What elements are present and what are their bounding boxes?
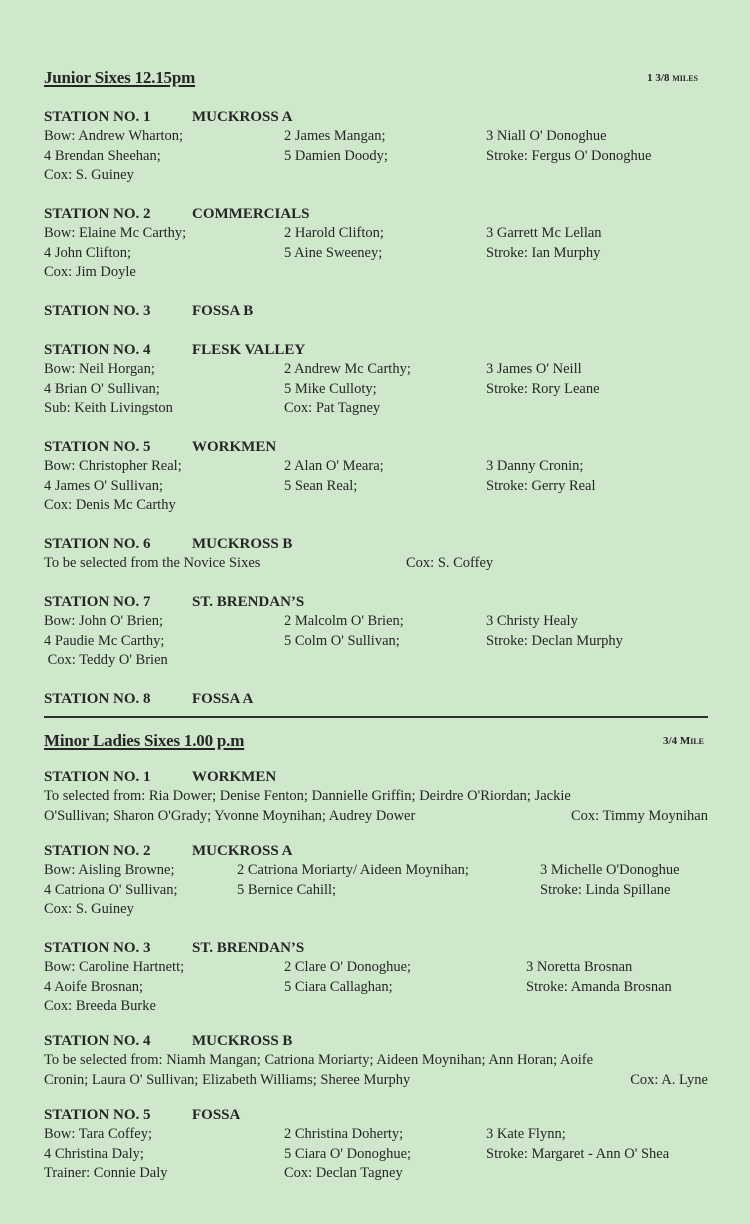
crew-member: 2 Catriona Moriarty/ Aideen Moynihan; bbox=[237, 862, 469, 878]
station-team: ST. BRENDAN’S bbox=[192, 594, 305, 610]
trainer: Trainer: Connie Daly bbox=[44, 1165, 168, 1181]
station-block bbox=[44, 1032, 708, 1090]
crew-row bbox=[44, 127, 708, 147]
station-team: ST. BRENDAN’S bbox=[192, 940, 305, 956]
crew-member: 4 John Clifton; bbox=[44, 244, 132, 261]
crew-member: Stroke: Linda Spillane bbox=[540, 881, 671, 898]
station-block bbox=[44, 593, 708, 671]
crew-member: Bow: Aisling Browne; bbox=[44, 862, 175, 878]
cox: Cox: Timmy Moynihan bbox=[571, 807, 708, 824]
crew-member: 4 Paudie Mc Carthy; bbox=[44, 632, 165, 649]
crew-member: 3 Niall O' Donoghue bbox=[486, 128, 607, 144]
race-title: Junior Sixes 12.15pm bbox=[44, 68, 196, 87]
crew-member: 2 Malcolm O' Brien; bbox=[284, 613, 404, 629]
station-team: FOSSA A bbox=[192, 691, 254, 707]
crew-member: 2 James Mangan; bbox=[284, 128, 386, 144]
crew-member: 4 Brendan Sheehan; bbox=[44, 147, 161, 164]
station-block bbox=[44, 438, 708, 516]
crew-row bbox=[44, 1125, 708, 1145]
station-number: STATION NO. 4 bbox=[44, 342, 151, 358]
station-number: STATION NO. 5 bbox=[44, 1107, 151, 1123]
crew-member: 5 Ciara Callaghan; bbox=[284, 978, 393, 995]
cox: Cox: Denis Mc Carthy bbox=[44, 497, 176, 513]
crew-row bbox=[44, 1164, 708, 1184]
selection-note bbox=[44, 1051, 708, 1090]
station-block bbox=[44, 1106, 708, 1184]
station-block bbox=[44, 205, 708, 283]
crew-member: Stroke: Declan Murphy bbox=[486, 632, 623, 649]
crew-row bbox=[44, 224, 708, 244]
crew-member: 2 Alan O' Meara; bbox=[284, 458, 384, 474]
station-team: WORKMEN bbox=[192, 769, 277, 785]
crew-row bbox=[44, 244, 708, 264]
station-number: STATION NO. 1 bbox=[44, 769, 151, 785]
crew-row bbox=[44, 457, 708, 477]
station-block bbox=[44, 535, 708, 574]
crew-row bbox=[44, 554, 708, 574]
station-number: STATION NO. 2 bbox=[44, 843, 151, 859]
sub: Sub: Keith Livingston bbox=[44, 400, 173, 416]
crew-member: 5 Ciara O' Donoghue; bbox=[284, 1145, 412, 1162]
crew-member: 3 Danny Cronin; bbox=[486, 458, 584, 474]
crew-row bbox=[44, 166, 708, 186]
crew-member: Bow: John O' Brien; bbox=[44, 613, 164, 629]
crew-member: 5 Aine Sweeney; bbox=[284, 244, 383, 261]
crew-member: Bow: Caroline Hartnett; bbox=[44, 959, 185, 975]
cox: Cox: S. Coffey bbox=[406, 555, 494, 571]
crew-member: Stroke: Amanda Brosnan bbox=[526, 978, 672, 995]
crew-member: Bow: Elaine Mc Carthy; bbox=[44, 225, 187, 241]
station-number: STATION NO. 5 bbox=[44, 439, 151, 455]
station-team: MUCKROSS B bbox=[192, 536, 293, 552]
station-number: STATION NO. 4 bbox=[44, 1033, 151, 1049]
crew-member: Stroke: Fergus O' Donoghue bbox=[486, 147, 652, 164]
station-block bbox=[44, 108, 708, 186]
crew-member: 5 Bernice Cahill; bbox=[237, 881, 337, 898]
station-number: STATION NO. 3 bbox=[44, 303, 151, 319]
crew-member: Bow: Christopher Real; bbox=[44, 458, 182, 474]
crew-row bbox=[44, 477, 708, 497]
crew-row bbox=[44, 881, 708, 901]
station-block bbox=[44, 939, 708, 1017]
selection-note bbox=[44, 787, 708, 826]
selection-line: To selected from: Ria Dower; Denise Fenton; Dannielle Griffin; Deirdre O'Riordan; Jackie bbox=[44, 788, 571, 804]
crew-member: Stroke: Rory Leane bbox=[486, 380, 600, 397]
cox: Cox: Declan Tagney bbox=[284, 1165, 403, 1181]
station-number: STATION NO. 3 bbox=[44, 940, 151, 956]
selection-line: To be selected from: Niamh Mangan; Catriona Moriarty; Aideen Moynihan; Ann Horan; Aoife bbox=[44, 1052, 594, 1068]
crew-member: 5 Damien Doody; bbox=[284, 147, 388, 164]
cox: Cox: A. Lyne bbox=[630, 1071, 708, 1088]
crew-row bbox=[44, 997, 708, 1017]
crew-row bbox=[44, 360, 708, 380]
crew-row bbox=[44, 1145, 708, 1165]
crew-member: 2 Christina Doherty; bbox=[284, 1126, 404, 1142]
crew-member: 4 James O' Sullivan; bbox=[44, 477, 164, 494]
crew-member: 3 James O' Neill bbox=[486, 361, 582, 377]
crew-member: Stroke: Margaret - Ann O' Shea bbox=[486, 1145, 670, 1162]
station-team: MUCKROSS A bbox=[192, 109, 293, 125]
crew-row bbox=[44, 399, 708, 419]
crew-member: Bow: Neil Horgan; bbox=[44, 361, 155, 377]
crew-row bbox=[44, 978, 708, 998]
crew-row bbox=[44, 263, 708, 283]
crew-member: 3 Michelle O'Donoghue bbox=[540, 862, 680, 878]
race-header-minor-ladies-sixes bbox=[44, 731, 708, 755]
cox: Cox: Jim Doyle bbox=[44, 264, 136, 280]
selection-line: Cronin; Laura O' Sullivan; Elizabeth Williams; Sheree Murphy bbox=[44, 1071, 411, 1088]
crew-member: 2 Andrew Mc Carthy; bbox=[284, 361, 411, 377]
station-team: COMMERCIALS bbox=[192, 206, 310, 222]
crew-member: 3 Kate Flynn; bbox=[486, 1126, 566, 1142]
crew-row bbox=[44, 380, 708, 400]
crew-row bbox=[44, 861, 708, 881]
station-block bbox=[44, 302, 708, 321]
station-block bbox=[44, 690, 708, 709]
crew-member: Bow: Andrew Wharton; bbox=[44, 128, 184, 144]
station-number: STATION NO. 2 bbox=[44, 206, 151, 222]
crew-member: Stroke: Ian Murphy bbox=[486, 244, 601, 261]
race-header-junior-sixes bbox=[44, 68, 708, 92]
crew-row bbox=[44, 958, 708, 978]
station-team: FOSSA B bbox=[192, 303, 254, 319]
crew-member: Stroke: Gerry Real bbox=[486, 477, 596, 494]
selection-note: To be selected from the Novice Sixes bbox=[44, 555, 261, 571]
crew-member: 5 Sean Real; bbox=[284, 477, 358, 494]
race-distance: 1 3/8 miles bbox=[647, 72, 698, 84]
crew-member: 3 Christy Healy bbox=[486, 613, 578, 629]
crew-member: 2 Harold Clifton; bbox=[284, 225, 384, 241]
station-block bbox=[44, 341, 708, 419]
station-block bbox=[44, 842, 708, 920]
crew-row bbox=[44, 612, 708, 632]
station-team: MUCKROSS A bbox=[192, 843, 293, 859]
crew-member: 4 Catriona O' Sullivan; bbox=[44, 881, 178, 898]
crew-row bbox=[44, 147, 708, 167]
cox: Cox: Pat Tagney bbox=[284, 400, 381, 416]
crew-member: 3 Noretta Brosnan bbox=[526, 959, 633, 975]
cox: Cox: S. Guiney bbox=[44, 167, 134, 183]
station-team: FLESK VALLEY bbox=[192, 342, 306, 358]
station-team: MUCKROSS B bbox=[192, 1033, 293, 1049]
crew-member: Bow: Tara Coffey; bbox=[44, 1126, 152, 1142]
crew-member: 2 Clare O' Donoghue; bbox=[284, 959, 412, 975]
crew-member: 4 Aoife Brosnan; bbox=[44, 978, 144, 995]
cox: Cox: Breeda Burke bbox=[44, 998, 156, 1014]
crew-member: 5 Mike Culloty; bbox=[284, 380, 377, 397]
station-block bbox=[44, 768, 708, 826]
crew-row bbox=[44, 496, 708, 516]
station-team: FOSSA bbox=[192, 1107, 241, 1123]
race-title: Minor Ladies Sixes 1.00 p.m bbox=[44, 731, 245, 750]
race-distance: 3/4 Mile bbox=[663, 735, 704, 747]
crew-member: 5 Colm O' Sullivan; bbox=[284, 632, 400, 649]
crew-row bbox=[44, 651, 708, 671]
crew-member: 4 Christina Daly; bbox=[44, 1145, 144, 1162]
selection-line: O'Sullivan; Sharon O'Grady; Yvonne Moynihan; Audrey Dower bbox=[44, 807, 416, 824]
crew-member: 4 Brian O' Sullivan; bbox=[44, 380, 160, 397]
cox: Cox: Teddy O' Brien bbox=[44, 652, 168, 668]
station-number: STATION NO. 1 bbox=[44, 109, 151, 125]
crew-row bbox=[44, 900, 708, 920]
crew-member: 3 Garrett Mc Lellan bbox=[486, 225, 602, 241]
station-team: WORKMEN bbox=[192, 439, 277, 455]
cox: Cox: S. Guiney bbox=[44, 901, 134, 917]
crew-row bbox=[44, 632, 708, 652]
station-number: STATION NO. 7 bbox=[44, 594, 151, 610]
station-number: STATION NO. 6 bbox=[44, 536, 151, 552]
section-divider bbox=[44, 716, 708, 718]
station-number: STATION NO. 8 bbox=[44, 691, 151, 707]
